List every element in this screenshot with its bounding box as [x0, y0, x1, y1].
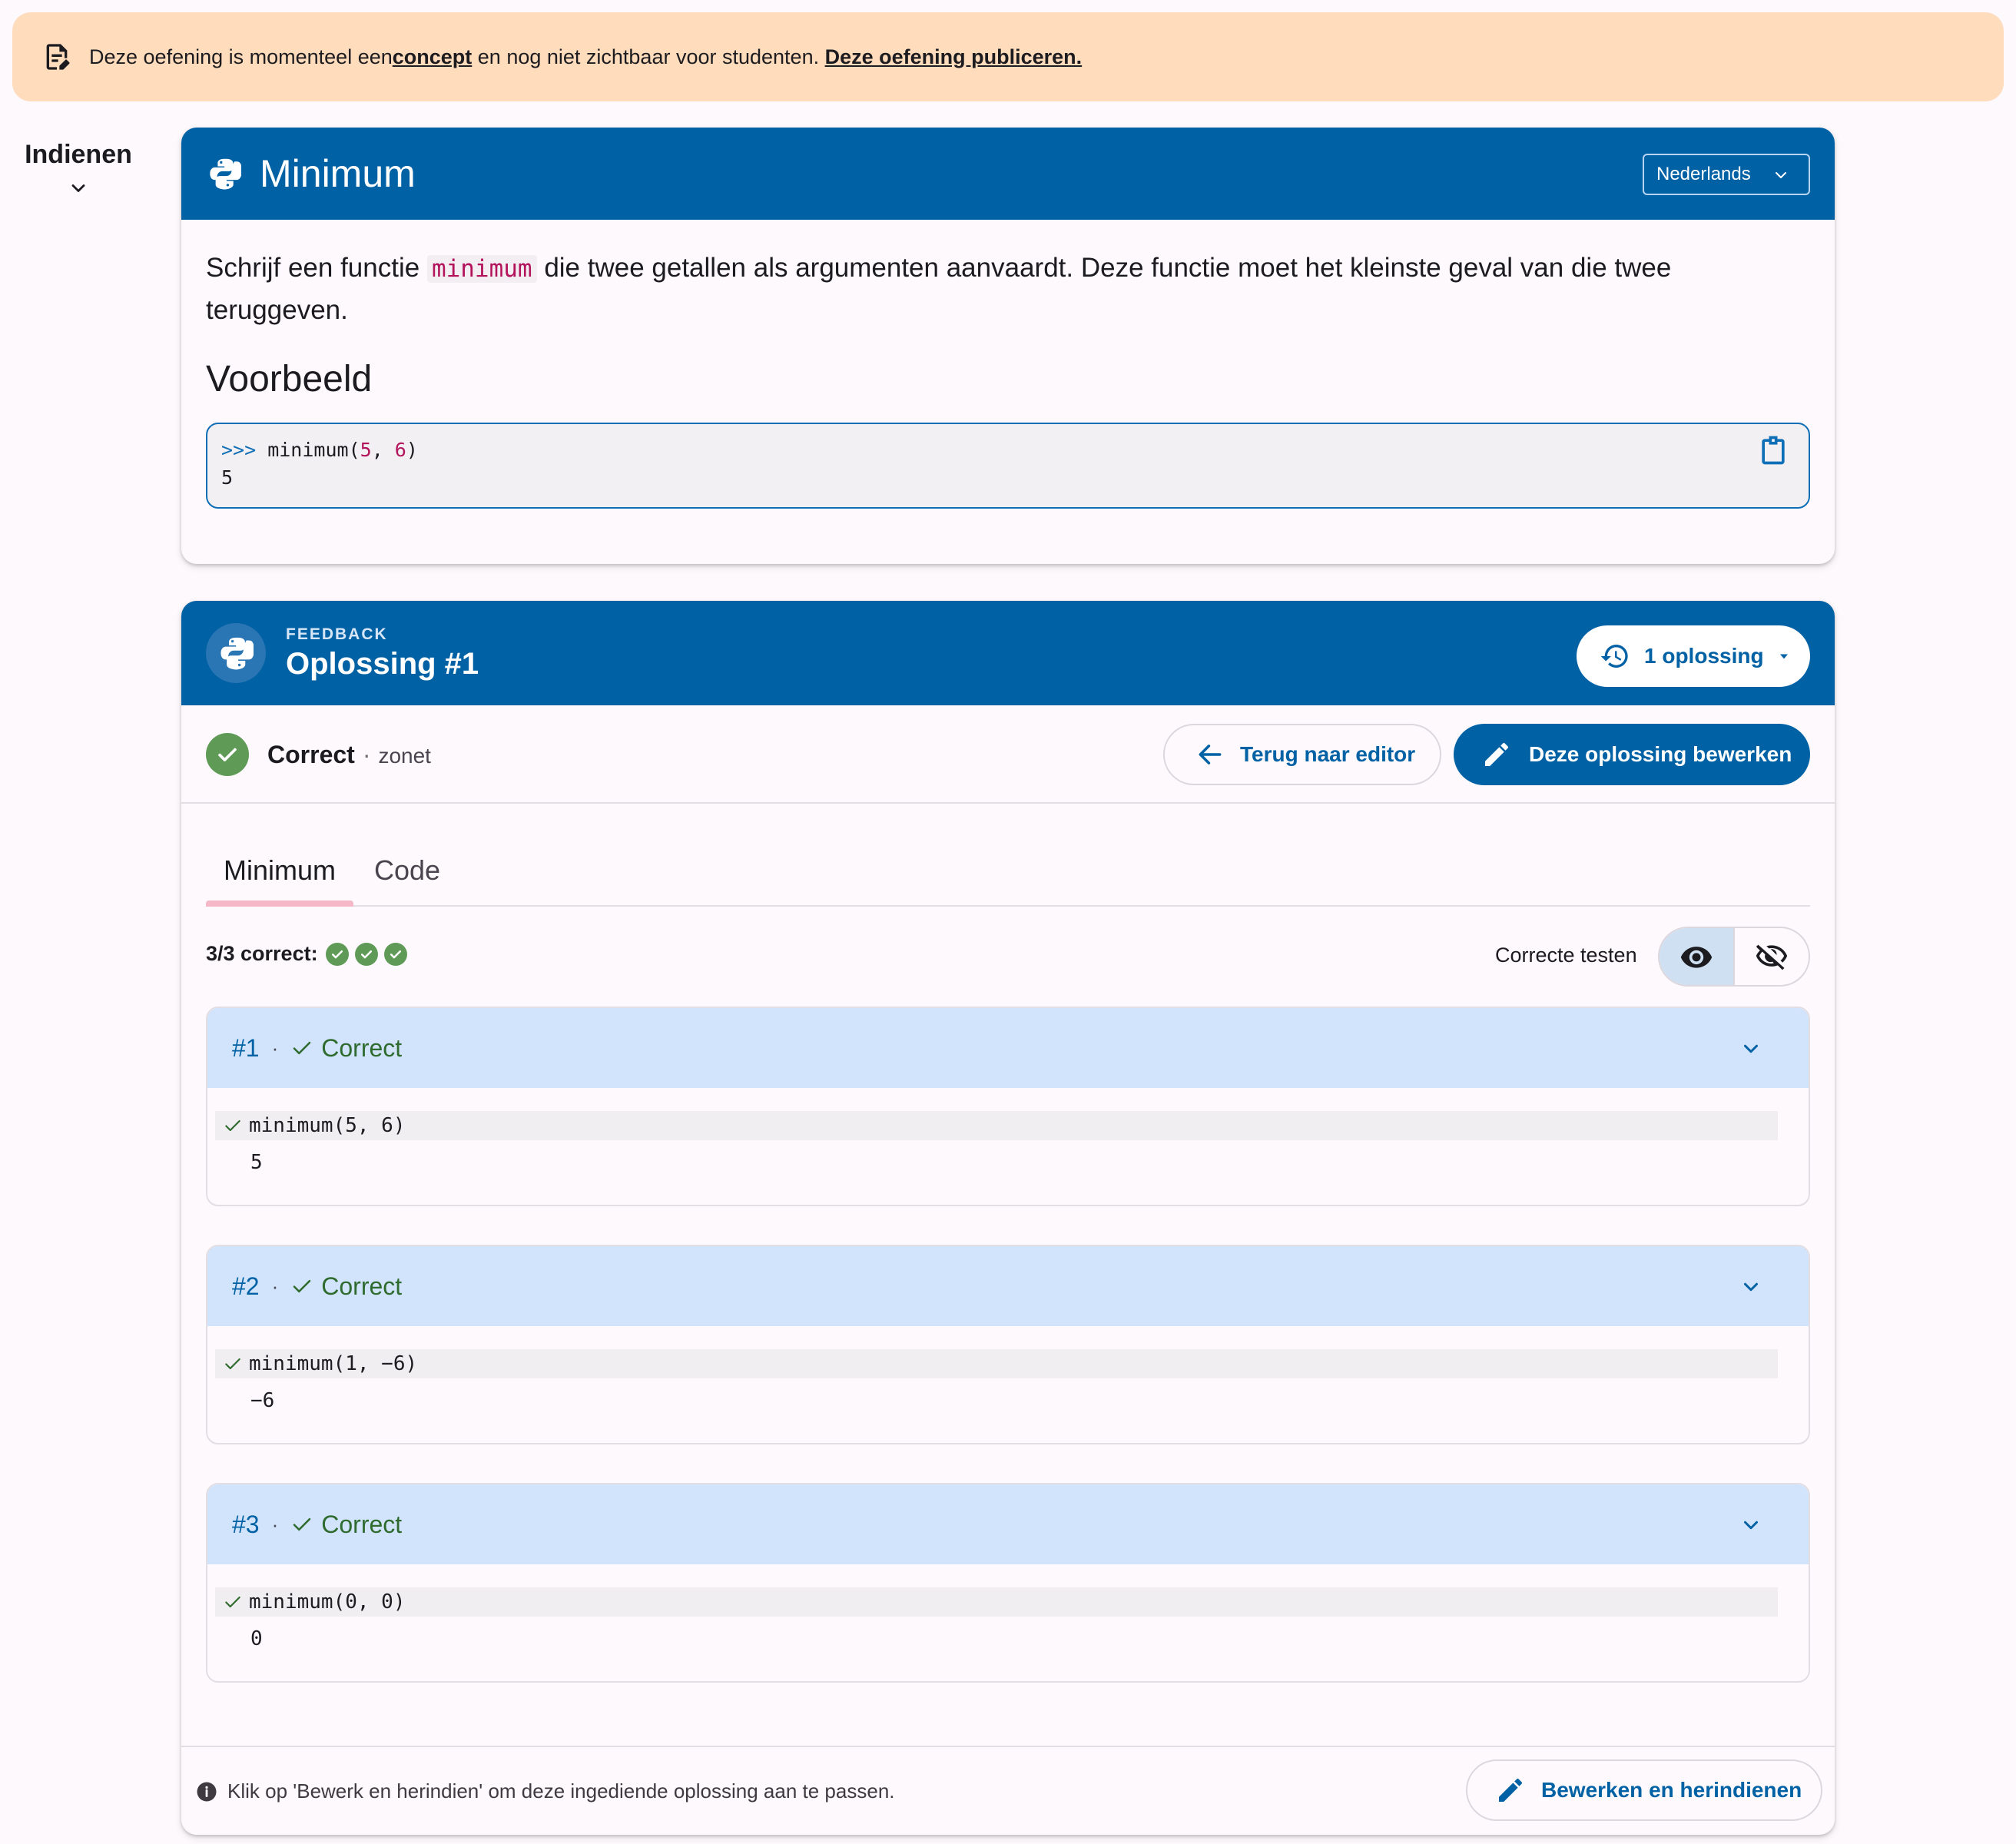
show-correct-tests-button[interactable] [1660, 928, 1735, 985]
check-circle-icon [384, 943, 407, 966]
tab-minimum[interactable] [206, 845, 353, 905]
tab-minimum-label: Minimum [223, 854, 336, 886]
test-case-status: Correct [321, 1272, 403, 1300]
solutions-dropdown[interactable] [1577, 625, 1810, 687]
caret-down-icon [1776, 648, 1792, 664]
test-case-number: #1 [232, 1033, 260, 1062]
description-text-start: Schrijf een functie [206, 253, 427, 283]
test-case-number: #2 [232, 1272, 260, 1300]
test-summary [206, 942, 407, 966]
python-avatar [206, 623, 266, 683]
feedback-footer [181, 1746, 1835, 1835]
test-case [206, 1007, 1810, 1206]
back-to-editor-label: Terug naar editor [1240, 742, 1416, 766]
language-select[interactable] [1643, 154, 1810, 195]
chevron-down-icon [15, 177, 141, 199]
check-icon [290, 1275, 313, 1298]
check-circle-icon [206, 733, 249, 776]
edit-solution-label: Deze oplossing bewerken [1529, 742, 1792, 766]
chevron-down-icon [1739, 1275, 1762, 1298]
code-arg-1: 5 [360, 439, 372, 461]
test-result: −6 [250, 1389, 275, 1412]
tab-code-label: Code [373, 854, 441, 886]
solutions-dropdown-label: 1 oplossing [1644, 644, 1764, 668]
check-icon [215, 1116, 249, 1136]
test-case [206, 1245, 1810, 1444]
publish-link[interactable]: Deze oefening publiceren. [824, 45, 1083, 68]
edit-solution-button[interactable] [1454, 724, 1810, 785]
test-call: minimum(0, 0) [249, 1590, 406, 1614]
code-line-output: 5 [221, 466, 234, 489]
footer-note-text: Klik op 'Bewerk en herindien' om deze ingediende oplossing aan te passen. [227, 1779, 895, 1803]
test-case-number: #3 [232, 1510, 260, 1538]
check-icon [290, 1513, 313, 1536]
edit-and-resubmit-button[interactable] [1466, 1759, 1822, 1821]
description-text-end: die twee getallen als argumenten aanvaardt. Deze functie moet het kleinste geval van die twee teruggeven. [206, 253, 1672, 325]
test-call-line [215, 1349, 1778, 1378]
concept-link[interactable]: concept [392, 45, 472, 68]
edit-and-resubmit-label: Bewerken en herindienen [1541, 1778, 1802, 1802]
status-text: Correct · zonet [267, 741, 431, 768]
code-prompt: >>> [221, 439, 257, 461]
feedback-eyebrow: FEEDBACK [286, 625, 388, 643]
test-call: minimum(1, −6) [249, 1352, 418, 1375]
code-arg-2: 6 [394, 439, 406, 461]
code-separator: , [371, 439, 395, 461]
banner-text-middle: en nog niet zichtbaar voor studenten. [472, 45, 825, 68]
edit-document-icon [41, 41, 72, 72]
draft-banner [12, 12, 2004, 101]
eye-off-icon [1755, 940, 1789, 973]
exercise-description [206, 247, 1804, 331]
summary-label: 3/3 correct: [206, 942, 318, 965]
feedback-tabs [206, 845, 1810, 907]
submit-nav[interactable] [15, 140, 141, 199]
test-result: 0 [250, 1627, 263, 1650]
active-tab-indicator [206, 900, 353, 907]
exercise-header [181, 128, 1835, 220]
footer-note [195, 1779, 895, 1803]
test-case-header[interactable]: #1 · Correct [207, 1008, 1809, 1088]
correct-tests-toggle [1658, 927, 1810, 987]
test-call-line [215, 1587, 1778, 1617]
test-case [206, 1483, 1810, 1683]
hide-correct-tests-button[interactable] [1735, 928, 1809, 985]
correct-tests-label: Correcte testen [1495, 944, 1637, 967]
chevron-down-icon [1739, 1514, 1762, 1537]
test-case-header[interactable]: #2 · Correct [207, 1246, 1809, 1326]
clipboard-icon[interactable] [1756, 433, 1790, 467]
test-case-status: Correct [321, 1510, 403, 1538]
status-time: zonet [378, 744, 431, 768]
back-to-editor-button[interactable] [1163, 724, 1441, 785]
exercise-card [181, 128, 1835, 564]
status-row [181, 705, 1835, 804]
function-name-code: minimum [427, 255, 537, 283]
test-call-line [215, 1111, 1778, 1140]
pencil-icon [1495, 1775, 1541, 1806]
submit-nav-label: Indienen [25, 140, 132, 169]
banner-text-start: Deze oefening is momenteel een [89, 45, 393, 68]
history-icon [1600, 641, 1630, 672]
check-icon [215, 1354, 249, 1374]
info-icon [195, 1780, 218, 1803]
check-circle-icon [326, 943, 349, 966]
check-circle-icon [355, 943, 378, 966]
example-heading: Voorbeeld [206, 359, 373, 400]
test-case-status: Correct [321, 1033, 403, 1062]
feedback-title: Oplossing #1 [286, 646, 479, 681]
language-value: Nederlands [1656, 164, 1751, 184]
feedback-card [181, 601, 1835, 1835]
arrow-back-icon [1195, 740, 1240, 769]
python-icon [207, 157, 241, 191]
check-icon [215, 1592, 249, 1612]
feedback-header [181, 601, 1835, 705]
tab-code[interactable] [369, 845, 446, 905]
test-result: 5 [250, 1151, 263, 1174]
python-icon [218, 635, 254, 671]
pencil-icon [1481, 739, 1529, 770]
test-case-header[interactable]: #3 · Correct [207, 1484, 1809, 1564]
exercise-title: Minimum [260, 152, 416, 195]
chevron-down-icon [1739, 1037, 1762, 1060]
check-icon [290, 1036, 313, 1060]
test-call: minimum(5, 6) [249, 1114, 406, 1137]
code-close-paren: ) [406, 439, 418, 461]
status-label: Correct [267, 741, 355, 768]
eye-icon [1679, 940, 1713, 973]
code-example [206, 423, 1810, 509]
code-line-input [221, 436, 1809, 464]
code-call: minimum( [256, 439, 360, 461]
